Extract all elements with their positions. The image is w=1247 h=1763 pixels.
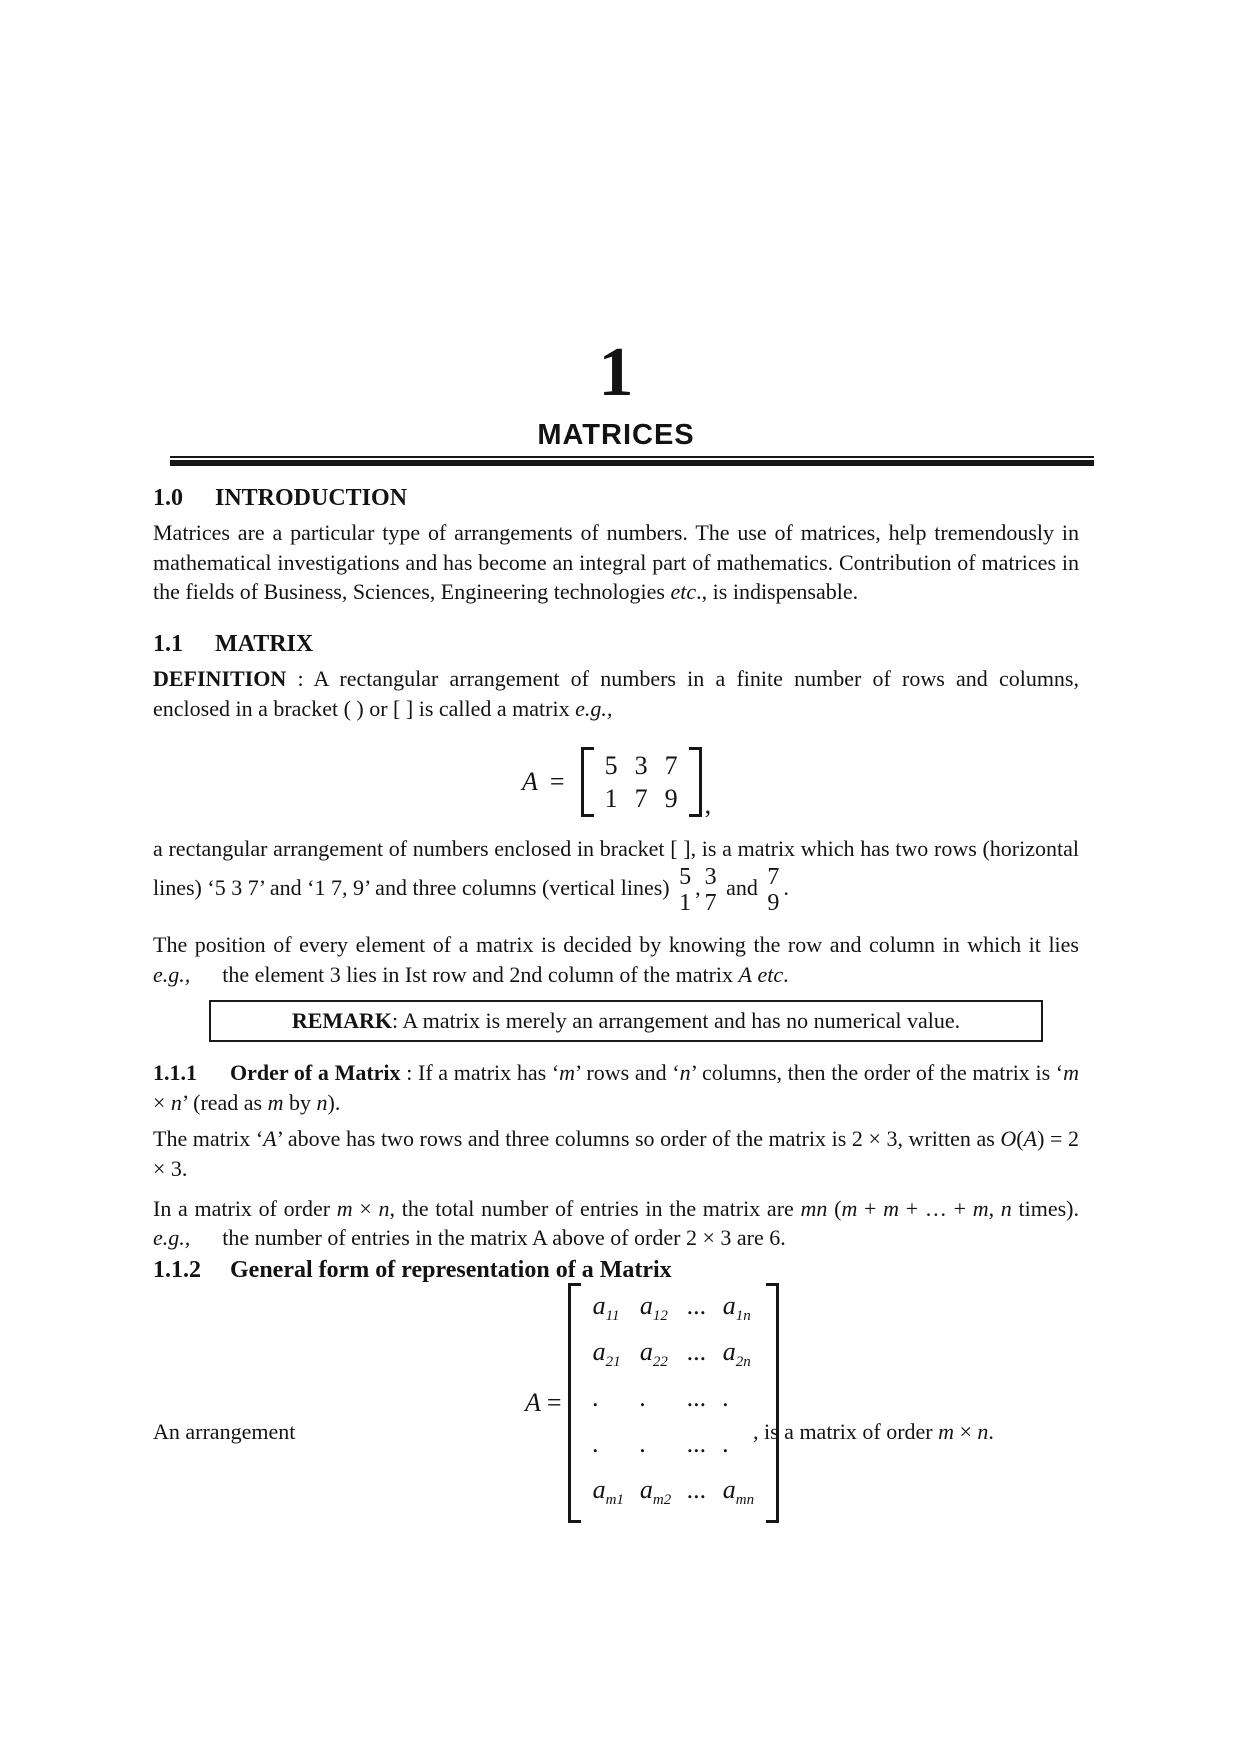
column-vector-5-1 — [675, 864, 695, 916]
var-n: n — [977, 1419, 989, 1444]
column-bottom-value: 1 — [679, 889, 692, 916]
text-run: ., is indispensable. — [696, 579, 859, 604]
matrix-cell — [687, 1334, 707, 1380]
section-1-1-1-paragraph — [153, 1058, 1079, 1117]
matrix-cell — [723, 1472, 754, 1518]
matrix-cell — [640, 1426, 671, 1472]
order-note-label — [753, 1417, 994, 1447]
general-matrix — [568, 1283, 780, 1523]
cell-base: ... — [687, 1291, 707, 1320]
cell-base: . — [639, 1383, 647, 1412]
section-heading-1-0 — [153, 484, 1079, 512]
matrix-cell — [640, 1380, 671, 1426]
remark-text: : A matrix is merely an arrangement and has no numerical value. — [392, 1008, 961, 1033]
text-run: , is a matrix of order — [753, 1419, 939, 1444]
equation-lhs: A — [522, 767, 538, 796]
eg-italic: e.g., — [153, 1225, 191, 1250]
title-rule-thin-line — [170, 456, 1094, 458]
equals-sign: = — [546, 1388, 562, 1417]
text-run: × — [153, 1089, 171, 1115]
cell-base: ... — [687, 1429, 707, 1458]
matrix-cell — [593, 1334, 624, 1380]
matrix-cell: 7 — [634, 784, 648, 813]
matrix-cell — [687, 1380, 707, 1426]
text-run: a rectangular arrangement of numbers enclosed in bracket [ ], is a matrix which has two rows (horizontal lines) ‘5 3 7’ and ‘1 7, 9’ and three columns (vertical lines) — [153, 836, 1079, 900]
matrix-bracket-right — [766, 1283, 779, 1523]
matrix-equation-A — [522, 744, 711, 820]
section-number: 1.1.2 — [153, 1257, 201, 1283]
cell-subscript: 2n — [735, 1354, 751, 1370]
matrix-bracket-left — [581, 747, 594, 817]
matrix-cell — [593, 1288, 624, 1334]
cell-base: a — [722, 1291, 736, 1320]
matrix-cell: 5 — [604, 751, 618, 780]
text-run: ’ columns, then the order of the matrix is ‘ — [690, 1060, 1064, 1085]
cell-base: a — [639, 1291, 653, 1320]
matrix-cell — [687, 1472, 707, 1518]
cell-base: ... — [687, 1475, 707, 1504]
section-number: 1.1.1 — [153, 1060, 197, 1085]
matrix-bracket-left — [568, 1283, 581, 1523]
remark-box — [209, 1000, 1043, 1042]
matrix-cell — [640, 1288, 671, 1334]
text-run: the element 3 lies in Ist row and 2nd column of the matrix — [222, 961, 739, 987]
text-run: : A rectangular arrangement of numbers in a finite number of rows and columns, enclosed in a bracket ( ) or [ ] is called a matrix — [153, 666, 1079, 721]
column-top-value: 7 — [767, 863, 780, 890]
chapter-title: MATRICES — [537, 419, 695, 451]
matrix-bracket-right — [689, 747, 702, 817]
order-example-paragraph — [153, 1124, 1079, 1183]
position-line: The position of every element of a matrix is decided by knowing the row and column in which it lies — [153, 932, 1079, 957]
text-run: ’ rows and ‘ — [575, 1060, 680, 1085]
text-run: × — [954, 1419, 978, 1444]
text-run: , — [988, 1196, 1001, 1221]
matrix-cell: 7 — [664, 751, 678, 780]
cell-base: . — [592, 1383, 600, 1412]
etc-italic: etc — [670, 579, 697, 604]
cell-subscript: mn — [735, 1492, 755, 1508]
arrangement-label: An arrangement — [153, 1419, 296, 1444]
chapter-number: 1 — [598, 334, 634, 411]
matrix-cell — [723, 1426, 754, 1472]
text-run: The matrix ‘ — [153, 1126, 264, 1151]
var-m: m — [559, 1060, 576, 1085]
text-run: ’ above has two rows and three columns so order of the matrix is 2 × 3, written as — [276, 1126, 1001, 1151]
cell-subscript: m1 — [605, 1492, 624, 1508]
matrix-cell: 1 — [604, 784, 618, 813]
cell-base: a — [592, 1337, 606, 1366]
text-run: ( — [827, 1196, 842, 1221]
cell-base: ... — [687, 1383, 707, 1412]
matrix-cell — [723, 1334, 754, 1380]
sentence-period: . — [988, 1419, 994, 1444]
text-run: by — [283, 1089, 317, 1115]
column-bottom-value: 9 — [767, 889, 780, 916]
cell-base: a — [592, 1475, 606, 1504]
section-heading-1-1-2 — [153, 1256, 1079, 1284]
cell-base: a — [639, 1337, 653, 1366]
var-n: n — [316, 1089, 328, 1115]
cell-base: . — [722, 1429, 730, 1458]
cell-base: ... — [687, 1337, 707, 1366]
cell-subscript: 21 — [605, 1354, 621, 1370]
general-matrix-equation — [525, 1291, 779, 1508]
entries-count-paragraph — [153, 1194, 1079, 1224]
matrix-A-italic: A — [738, 961, 752, 987]
column-vector-7-9 — [763, 864, 783, 916]
var-m: m — [1063, 1060, 1080, 1085]
text-run: ( — [1016, 1126, 1024, 1151]
text-run: In a matrix of order — [153, 1196, 337, 1221]
rows-columns-paragraph — [153, 834, 1079, 916]
eg-italic: e.g., — [153, 961, 191, 987]
title-rule-thick-line — [170, 460, 1094, 466]
sentence-period: . — [783, 874, 789, 900]
column-bottom-value: 7 — [704, 889, 717, 916]
column-top-value: 3 — [704, 863, 717, 890]
title-rule — [170, 456, 1094, 466]
section-title: General form of representation of a Matrix — [230, 1257, 672, 1283]
remark-label: REMARK — [291, 1008, 393, 1033]
cell-base: . — [592, 1429, 600, 1458]
cell-subscript: m2 — [652, 1492, 672, 1508]
cell-subscript: 12 — [652, 1308, 668, 1324]
matrix-cell — [723, 1380, 754, 1426]
matrix-cell — [593, 1472, 624, 1518]
var-m: m — [972, 1196, 989, 1221]
matrix-2x3 — [581, 747, 702, 817]
text-run: , the total number of entries in the matrix are — [389, 1196, 801, 1221]
text-run: the number of entries in the matrix A above of order 2 × 3 are 6. — [222, 1225, 786, 1250]
matrix-cell: 9 — [664, 784, 678, 813]
matrix-cell — [640, 1334, 671, 1380]
position-paragraph — [153, 930, 1079, 989]
text-run: : If a matrix has ‘ — [400, 1060, 560, 1085]
sentence-period: . — [783, 961, 789, 987]
cell-base: a — [722, 1475, 736, 1504]
var-n: n — [378, 1196, 390, 1221]
cell-base: a — [639, 1475, 653, 1504]
column-top-value: 5 — [679, 863, 692, 890]
text-run: Matrices are a particular type of arrangements of numbers. The use of matrices, help tremendously in mathematical investigations and has become an integral part of mathematics. Contribution of matrices in the fields of Business, Sciences, Engineering technologies — [153, 520, 1079, 604]
separator-and: and — [726, 874, 758, 900]
text-run: ’ (read as — [181, 1089, 268, 1115]
var-n: n — [1000, 1196, 1012, 1221]
general-matrix-entries — [581, 1283, 767, 1523]
var-m: m — [841, 1196, 858, 1221]
matrix-cell — [593, 1426, 624, 1472]
etc-italic: etc — [757, 961, 784, 987]
cell-subscript: 22 — [652, 1354, 668, 1370]
cell-base: . — [722, 1383, 730, 1412]
text-run: + … + — [899, 1196, 973, 1221]
text-run: ) = 2 × 3. — [153, 1126, 1079, 1181]
matrix-A-italic: A — [1023, 1126, 1038, 1151]
matrix-cell — [687, 1426, 707, 1472]
var-m: m — [336, 1196, 353, 1221]
section-title: INTRODUCTION — [215, 485, 408, 511]
matrix-cell: 3 — [634, 751, 648, 780]
matrix-cell — [593, 1380, 624, 1426]
definition-paragraph — [153, 664, 1079, 723]
entries-example-line — [153, 1223, 1079, 1253]
section-number: 1.0 — [153, 485, 183, 511]
column-vector-3-7 — [701, 864, 721, 916]
text-run: + — [857, 1196, 884, 1221]
var-m: m — [883, 1196, 900, 1221]
matrix-cell — [723, 1288, 754, 1334]
section-title: Order of a Matrix — [230, 1060, 401, 1085]
section-number: 1.1 — [153, 631, 183, 657]
var-n: n — [170, 1089, 182, 1115]
equation-lhs: A — [525, 1388, 541, 1417]
eg-italic: e.g., — [575, 695, 613, 721]
var-m: m — [938, 1419, 954, 1444]
var-mn: mn — [800, 1196, 828, 1221]
text-run: ). — [327, 1089, 341, 1115]
section-title: MATRIX — [215, 631, 314, 657]
matrix-cell — [687, 1288, 707, 1334]
cell-base: a — [722, 1337, 736, 1366]
separator-comma: , — [695, 874, 701, 900]
equals-sign: = — [549, 767, 565, 796]
intro-paragraph — [153, 518, 1079, 607]
var-m: m — [267, 1089, 284, 1115]
text-run: times). — [1011, 1196, 1079, 1221]
cell-subscript: 11 — [605, 1308, 620, 1324]
var-O: O — [1000, 1126, 1017, 1151]
cell-base: a — [592, 1291, 606, 1320]
definition-label: DEFINITION — [153, 666, 287, 691]
cell-subscript: 1n — [735, 1308, 751, 1324]
equation-trailing-comma: , — [704, 790, 712, 819]
var-n: n — [679, 1060, 691, 1085]
matrix-cell — [640, 1472, 671, 1518]
text-run: × — [352, 1196, 379, 1221]
cell-base: . — [639, 1429, 647, 1458]
example-line — [153, 960, 1079, 990]
matrix-A-italic: A — [263, 1126, 277, 1151]
matrix-entries — [594, 747, 689, 817]
section-heading-1-1 — [153, 630, 1079, 658]
